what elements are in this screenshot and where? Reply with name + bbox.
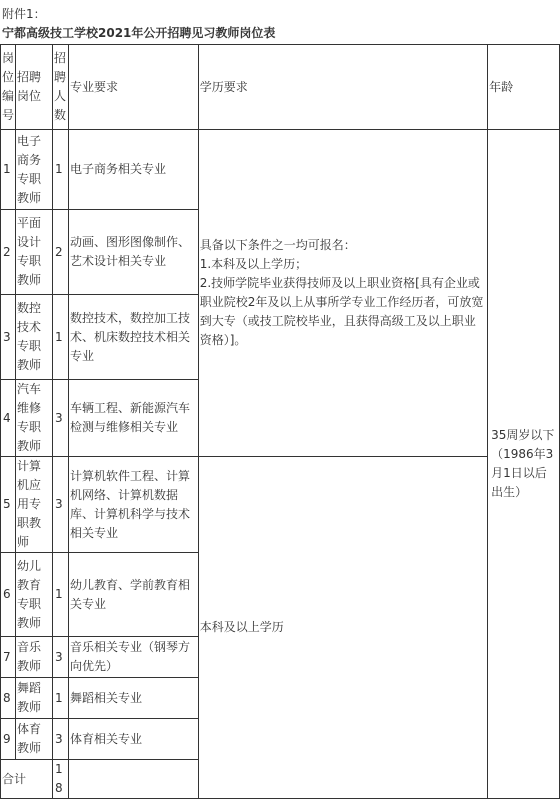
major-cell: 车辆工程、新能源汽车检测与维修相关专业 — [68, 380, 198, 457]
post-name-cell: 汽车维修专职教师 — [16, 380, 53, 457]
education-line-2: 1.本科及以上学历； — [199, 257, 308, 271]
count-cell: 3 — [52, 380, 68, 457]
education-line-1: 具备以下条件之一均可报名： — [199, 238, 356, 252]
post-name-cell: 平面设计专职教师 — [16, 210, 53, 295]
major-cell: 电子商务相关专业 — [68, 130, 198, 210]
major-cell: 动画、图形图像制作、艺术设计相关专业 — [68, 210, 198, 295]
count-cell: 1 — [52, 295, 68, 380]
document-title: 宁都高级技工学校2021年公开招聘见习教师岗位表 — [2, 26, 276, 40]
education-cell-group-1 — [198, 130, 487, 457]
post-name-cell: 电子商务专职教师 — [16, 130, 53, 210]
post-no-cell: 1 — [1, 130, 16, 210]
major-cell: 数控技术，数控加工技术、机床数控技术相关专业 — [68, 295, 198, 380]
post-name-cell: 舞蹈教师 — [16, 678, 53, 719]
header-major: 专业要求 — [68, 45, 198, 130]
post-no-cell: 9 — [1, 719, 16, 760]
major-cell: 音乐相关专业（钢琴方向优先） — [68, 637, 198, 678]
header-age: 年龄 — [488, 45, 560, 130]
major-cell: 舞蹈相关专业 — [68, 678, 198, 719]
recruitment-table — [0, 44, 560, 799]
total-empty-cell — [68, 760, 198, 799]
attachment-label: 附件1： — [2, 7, 46, 21]
count-cell: 1 — [52, 678, 68, 719]
total-label: 合计 — [1, 760, 53, 799]
count-cell: 3 — [52, 637, 68, 678]
table-row — [1, 130, 560, 210]
post-name-cell: 数控技术专职教师 — [16, 295, 53, 380]
major-cell: 体育相关专业 — [68, 719, 198, 760]
post-name-cell: 体育教师 — [16, 719, 53, 760]
header-row — [1, 45, 560, 130]
count-cell: 2 — [52, 210, 68, 295]
header-count: 招聘人数 — [52, 45, 68, 130]
education-cell-group-2: 本科及以上学历 — [198, 457, 487, 799]
count-cell: 3 — [52, 719, 68, 760]
post-name-cell: 计算机应用专职教师 — [16, 457, 53, 553]
major-cell: 计算机软件工程、计算机网络、计算机数据库、计算机科学与技术相关专业 — [68, 457, 198, 553]
post-name-cell: 音乐教师 — [16, 637, 53, 678]
count-cell: 1 — [52, 553, 68, 637]
post-name-cell: 幼儿教育专职教师 — [16, 553, 53, 637]
post-no-cell: 4 — [1, 380, 16, 457]
header-post-no: 岗位编号 — [1, 45, 16, 130]
table-row — [1, 457, 560, 553]
header-education: 学历要求 — [198, 45, 487, 130]
age-requirement-cell: 35周岁以下（1986年3月1日以后出生） — [488, 130, 560, 799]
post-no-cell: 3 — [1, 295, 16, 380]
post-no-cell: 7 — [1, 637, 16, 678]
major-cell: 幼儿教育、学前教育相关专业 — [68, 553, 198, 637]
count-cell: 1 — [52, 130, 68, 210]
education-line-3: 2.技师学院毕业获得技师及以上职业资格[具有企业或职业院校2年及以上从事所学专业工作经历者，可放宽到大专（或技工院校毕业，且获得高级工及以上职业资格）]。 — [199, 276, 484, 347]
post-no-cell: 5 — [1, 457, 16, 553]
total-count: 18 — [52, 760, 68, 799]
post-no-cell: 2 — [1, 210, 16, 295]
post-no-cell: 6 — [1, 553, 16, 637]
header-post-name: 招聘岗位 — [16, 45, 53, 130]
count-cell: 3 — [52, 457, 68, 553]
post-no-cell: 8 — [1, 678, 16, 719]
